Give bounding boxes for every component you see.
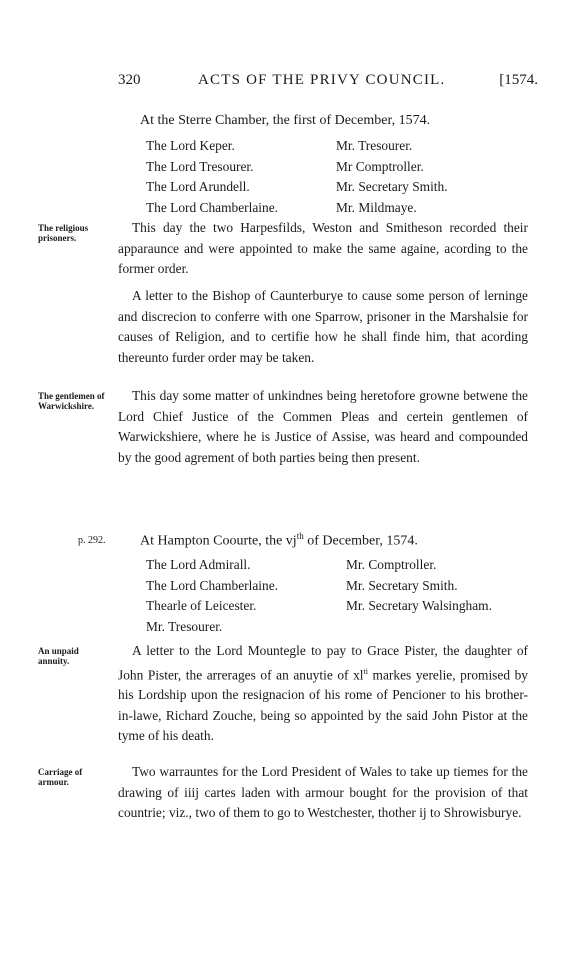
page-marker: p. 292. [78, 535, 106, 546]
running-header [118, 72, 548, 96]
meeting-heading-hampton-court [140, 531, 418, 550]
page-number: 320 [118, 72, 141, 88]
meeting-heading-sterre-chamber: At the Sterre Chamber, the first of December, 1574. [140, 113, 431, 128]
attendee: The Lord Chamberlaine. [146, 577, 278, 593]
attendee: The Lord Tresourer. [146, 158, 254, 174]
margin-note: The religious prisoners. [38, 223, 89, 243]
attendee: Mr. Secretary Smith. [346, 577, 458, 593]
attendee: Mr. Tresourer. [336, 138, 413, 153]
margin-note: An unpaid annuity. [38, 646, 79, 666]
attendee: Mr. Tresourer. [146, 618, 223, 634]
margin-note: The gentlemen of Warwickshire. [38, 391, 105, 411]
heading-superscript: th [296, 531, 304, 541]
attendees-right-1 [336, 136, 448, 218]
entry-paragraph: Two warrauntes for the Lord President of Wales to take up tiemes for the drawing of iiij cartes laden with armour bought for the provision of that countrie; viz., two of them to go to Westchester, thother ij to Shrowisburye. [118, 764, 528, 820]
heading-text: of December, 1574. [303, 533, 418, 549]
attendee: The Lord Arundell. [146, 179, 250, 194]
paragraph-text: A letter to the Lord Mountegle to pay to Grace Pister, the daughter of John Pister, the arrerages of an anuytie of xl [118, 643, 528, 682]
header-year: [1574. [499, 72, 538, 88]
attendee: The Lord Admirall. [146, 557, 251, 572]
attendees-left-2 [146, 555, 278, 637]
attendees-right-2 [346, 555, 492, 617]
entry-paragraph [118, 641, 528, 747]
entry-paragraph: This day some matter of unkindnes being heretofore growne betwene the Lord Chief Justice of the Commen Pleas and certein gentlemen of Warwickshiere, where he is Justice of Assise, was heard and compounded by the good agrement of both parties being then present. [118, 388, 528, 465]
running-title: ACTS OF THE PRIVY COUNCIL. [198, 72, 446, 88]
attendee: The Lord Keper. [146, 138, 235, 153]
attendee: Thearle of Leicester. [146, 598, 257, 613]
entry-paragraph: A letter to the Bishop of Caunterburye to cause some person of lerninge and discrecion to conferre with one Sparrow, prisoner in the Marshalsie for causes of Religion, and to certifie how he shall finde him, that acording thereunto furder order may be taken. [118, 288, 528, 365]
heading-text: At Hampton Coourte, the vj [140, 533, 297, 549]
paragraph-text: markes yerelie, promised by his Lordship upon the resignacion of his rome of Pencioner to his brother-in-lawe, Richard Zouche, being so appointed by the said John Pistor at the tyme of his death. [118, 666, 528, 744]
attendee: Mr. Secretary Walsingham. [346, 598, 492, 613]
attendee: Mr Comptroller. [336, 158, 424, 174]
attendee: Mr. Mildmaye. [336, 199, 417, 215]
attendee: Mr. Comptroller. [346, 557, 437, 572]
attendee: The Lord Chamberlaine. [146, 199, 278, 215]
entry-paragraph: This day the two Harpesfilds, Weston and Smitheson recorded their apparaunce and were appointed to make the same againe, acording to the former order. [118, 220, 528, 276]
margin-note: Carriage of armour. [38, 767, 83, 787]
attendees-left-1 [146, 136, 278, 218]
superscript: ti [363, 666, 368, 676]
attendee: Mr. Secretary Smith. [336, 179, 448, 194]
